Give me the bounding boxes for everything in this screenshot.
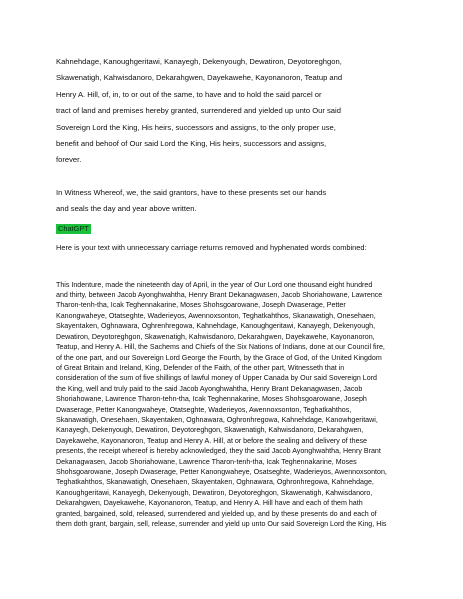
- text-line: Skayentaken, Oghnawara, Oghrenhregowa, Kahnehdage, Kanoughgeritawi, Kanayegh, Dekenyough,: [56, 322, 376, 331]
- text-line: of the one part, and our Sovereign Lord George the Fourth, by the Grace of God, of the United Kingdom: [56, 353, 382, 362]
- indenture-paragraph: [56, 280, 416, 530]
- text-line: Tharon-tenh-tha, Icak Teghennakarine, Moses Shohsgoarowane, Joseph Dwaserage, Petter: [56, 301, 346, 310]
- text-line: Sovereign Lord the King, His heirs, successors and assigns, to the only proper use,: [56, 122, 336, 132]
- text-line: Kanoughgeritawi, Kanayegh, Dekenyough, Dewatiron, Deyotoreghgon, Skawenatigh, Kahwisdanoro,: [56, 488, 373, 497]
- text-line: Dekanagwasen, Jacob Shoriahowane, Lawrence Tharon-tenh-tha, Icak Teghennakarine, Moses: [56, 457, 357, 466]
- text-line: granted, bargained, sold, released, surrendered and yielded up, and by these presents do and each of: [56, 509, 377, 518]
- text-line: Dayekawehe, Kayonanoron, Teatup and Henry A. Hill, at or before the sealing and delivery of these: [56, 436, 368, 445]
- text-line: Shoriahowane, Lawrence Tharon-tehn-tha, Icak Teghennakarine, Moses Shohsgoarowane, Joseph: [56, 395, 367, 404]
- text-line: Dewatiron, Deyotoreghgon, Skawenatigh, Kahwisdanoro, Dekarahgwen, Dayekawehe, Kayonanoron,: [56, 332, 375, 341]
- text-line: Kanongwaheye, Otatseghte, Waderieyos, Awennoxsonton, Teghatkahthos, Skanawatigh, Onesehaen,: [56, 311, 376, 320]
- text-line: Teatup, and Henry A. Hill, the Sachems and Chiefs of the Six Nations of Indians, done at our Council fire,: [56, 343, 385, 352]
- text-line: This Indenture, made the nineteenth day of April, in the year of Our Lord one thousand eight hundred: [56, 280, 373, 289]
- text-line: benefit and behoof of Our said Lord the King, His heirs, successors and assigns,: [56, 139, 327, 149]
- text-line: of Great Britain and Ireland, King, Defender of the Faith, of the other part, Witnesseth that in: [56, 363, 345, 372]
- chatgpt-label-badge: ChatGPT: [58, 223, 89, 233]
- text-line: consideration of the sum of five shillings of lawful money of Upper Canada by Our said Sovereign Lord: [56, 374, 377, 383]
- text-line: tract of land and premises hereby granted, surrendered and yielded up unto Our said: [56, 106, 341, 116]
- text-line: In Witness Whereof, we, the said grantors, have to these presents set our hands: [56, 187, 327, 197]
- text-line: the King, well and truly paid to the said Jacob Ayonghwahtha, Henry Brant Dekanagwasen, Jacob: [56, 384, 363, 393]
- text-line: presents, the receipt whereof is hereby acknowledged, they the said Jacob Ayonghwahtha, Henry Brant: [56, 447, 381, 456]
- witness-paragraph: [56, 185, 415, 218]
- text-line: forever.: [56, 155, 82, 165]
- text-line: Kanayegh, Dekenyough, Dewatiron, Deyotoreghgon, Skawenatigh, Kahwisdanoro, Dekarahgwen,: [56, 426, 364, 435]
- text-line: them doth grant, bargain, sell, release, surrender and yield up unto Our said Sovereign Lord the King, His: [56, 520, 387, 528]
- text-line: Dwaserage, Petter Kanongwaheye, Otatseghte, Waderieyos, Awennoxsonton, Teghatkahthos,: [56, 405, 352, 414]
- text-line: Skawenatigh, Kahwisdanoro, Dekarahgwen, Dayekawehe, Kayonanoron, Teatup and: [56, 73, 343, 83]
- text-line: Kahnehdage, Kanoughgeritawi, Kanayegh, Dekenyough, Dewatiron, Deyotoreghgon,: [56, 57, 342, 66]
- text-line: Teghatkahthos, Skanawatigh, Onesehaen, Skayentaken, Oghnawara, Oghronhregowa, Kahnehdage,: [56, 478, 374, 487]
- deed-continuation-paragraph: [56, 54, 415, 169]
- text-line: Dekarahgwen, Dayekawehe, Kayonanoron, Teatup, and Henry A. Hill have and each of them hath: [56, 499, 363, 508]
- text-line: and thirty, between Jacob Ayonghwahtha, Henry Brant Dekanagwasen, Jacob Shoriahowane, Lawrence: [56, 291, 383, 300]
- text-line: and seals the day and year above written.: [56, 204, 197, 214]
- text-line: Skanawatigh, Onesehaen, Skayentaken, Oghnawara, Oghronhregowa, Kahnehdage, Kanowhgeritawi,: [56, 415, 378, 424]
- text-line: Shohsgoarowane, Joseph Dwaserage, Petter Kanongwaheye, Osatseghte, Waderieyos, Awennoxsonton,: [56, 467, 387, 476]
- intro-line: Here is your text with unnecessary carriage returns removed and hyphenated words combined:: [56, 242, 367, 252]
- text-line: Henry A. Hill, of, in, to or out of the same, to have and to hold the said parcel or: [56, 89, 322, 99]
